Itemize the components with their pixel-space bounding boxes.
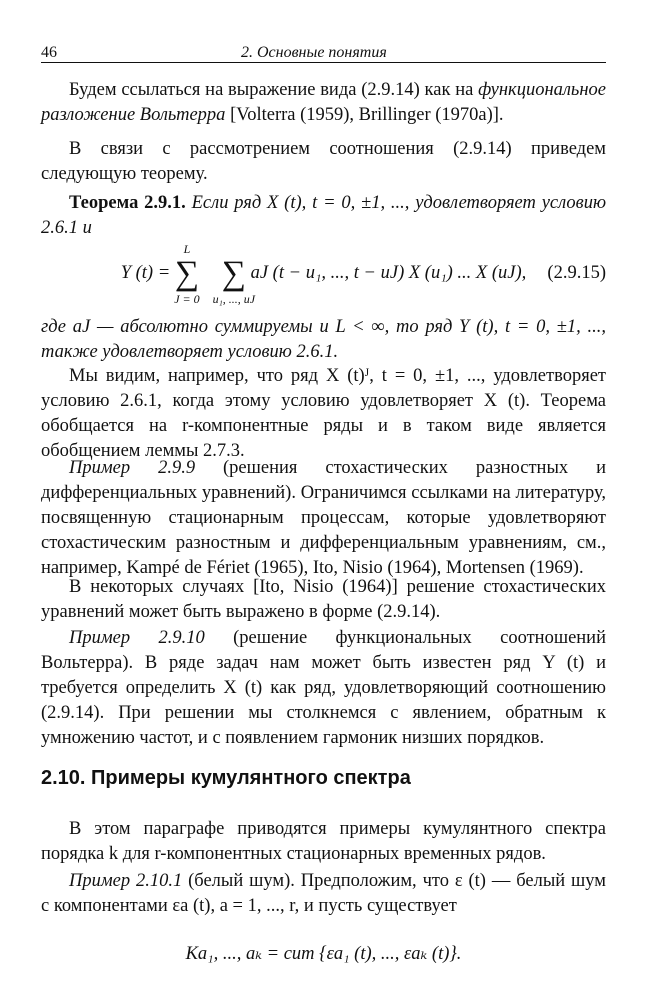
para2-text: В связи с рассмотрением соотношения (2.9.14) приведем следующую теорему. — [41, 139, 606, 184]
page-number: 46 — [41, 44, 57, 61]
para1-term: функциональное разложение Вольтерра — [41, 80, 606, 125]
paragraph-volterra — [41, 78, 606, 128]
formula1-lhs: Y (t) = — [120, 263, 171, 283]
theorem-text: Если ряд X (t), t = 0, ±1, ..., удовлетворяет условию 2.6.1 и — [41, 193, 606, 238]
example2101-label: Пример 2.10.1 — [69, 871, 183, 891]
theorem-conclusion — [41, 315, 606, 365]
formula-cumulant: Ka₁, ..., aₖ = cum {εa₁ (t), ..., εaₖ (t)}. — [185, 944, 462, 964]
example-2-9-9 — [41, 456, 606, 581]
example2101-text: (белый шум). Предположим, что ε (t) — белый шум с компонентами εa (t), a = 1, ..., r, и пусть существует — [41, 871, 606, 916]
example2910-text: (решение функциональных соотношений Вольтерра). В ряде задач нам может быть известен ряд Y (t) и требуется определить X (t) как ряд, удовлетворяющий соотношению (2.9.14). При решении мы столкнемся с явлением, обратным к умножению частот, и с появлением гармоник низших порядков. — [41, 628, 606, 748]
example299-text: (решения стохастических разностных и дифференциальных уравнений). Ограничимся ссылками на литературу, посвященную стационарным процессам, которые удовлетворяют стохастическим разностным и дифференциальным уравнениям, см., например, Kampé de Fériet (1965), Ito, Nisio (1964), Mortensen (1969). — [41, 458, 606, 578]
formula1-body: aJ (t − u₁, ..., t − uJ) X (u₁) ... X (uJ), — [250, 263, 527, 283]
paragraph-remark — [41, 364, 606, 464]
running-title: 2. Основные понятия — [241, 44, 387, 61]
sum-symbol-inner: ∑ u₁, ..., uJ — [212, 254, 256, 306]
formula-2-9-15 — [41, 241, 606, 306]
section-title: 2.10. Примеры кумулянтного спектра — [41, 767, 411, 789]
paragraph-connection — [41, 137, 606, 187]
para1-text-a: Будем ссылаться на выражение вида (2.9.14) как на — [69, 80, 479, 100]
equation-number: (2.9.15) — [547, 263, 606, 283]
theorem-label: Теорема 2.9.1. — [69, 193, 186, 213]
sum-symbol-outer: ∑ L J = 0 — [174, 241, 200, 306]
paragraph-section-intro — [41, 817, 606, 867]
para4-text: В некоторых случаях [Ito, Nisio (1964)] решение стохастических уравнений может быть выражено в форме (2.9.14). — [41, 577, 606, 622]
example-2-10-1 — [41, 869, 606, 919]
theorem-end-text: где aJ — абсолютно суммируемы и L < ∞, то ряд Y (t), t = 0, ±1, ..., также удовлетворяет условию 2.6.1. — [41, 317, 606, 362]
para3-text: Мы видим, например, что ряд X (t)ᴶ, t = 0, ±1, ..., удовлетворяет условию 2.6.1, когда этому условию удовлетворяет X (t). Теорема обобщается на r-компонентные ряды и в таком виде является обобщением леммы 2.7.3. — [41, 366, 606, 461]
example299-label: Пример 2.9.9 — [69, 458, 196, 478]
para5-text: В этом параграфе приводятся примеры кумулянтного спектра порядка k для r-компонентных стационарных временных рядов. — [41, 819, 606, 864]
theorem-2-9-1 — [41, 191, 606, 241]
paragraph-ito-nisio — [41, 575, 606, 625]
para1-text-c: [Volterra (1959), Brillinger (1970a)]. — [225, 105, 504, 125]
example2910-label: Пример 2.9.10 — [69, 628, 205, 648]
page-header — [41, 40, 606, 63]
example-2-9-10 — [41, 626, 606, 751]
